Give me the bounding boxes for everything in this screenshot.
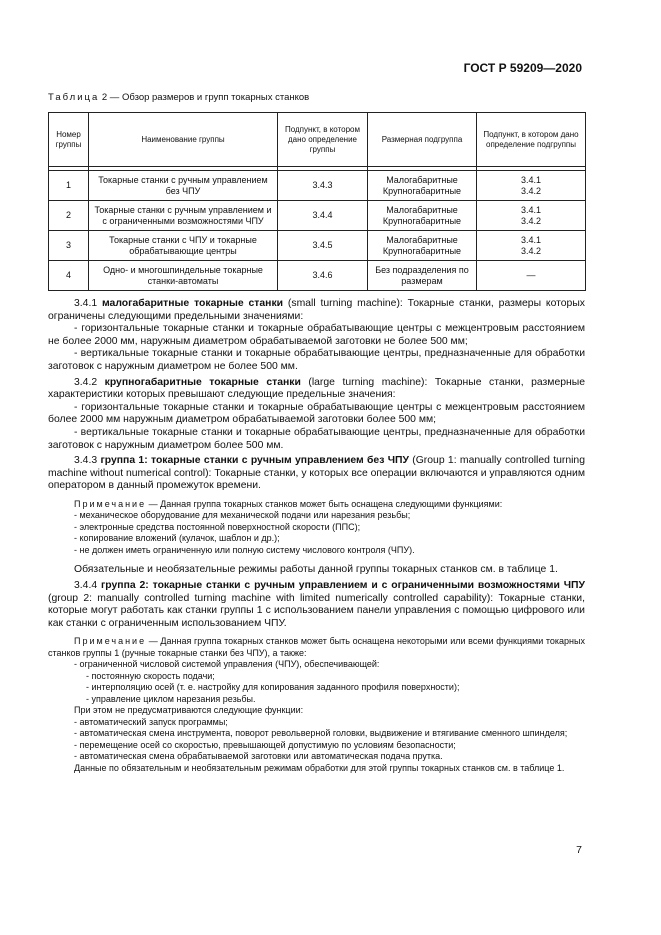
definition-text: (large turning machine): Токарные станки, размерные характеристики которых превышают следующие предельные значения: [48,376,585,401]
document-body [48,298,585,774]
clause-number: 3.4.2 [74,376,105,388]
list-item: - вертикальные токарные станки и токарные обрабатывающие центры, предназначенные для обработки заготовок с наружным диаметром более 500 мм. [48,426,585,451]
table-cell: 4 [49,261,89,291]
definition-3-4-2 [48,377,585,402]
list-item: - механическое оборудование для механической подачи или нарезания резьбы; [74,510,411,521]
table-row [49,201,586,231]
note-label: Примечание [74,636,147,647]
definition-3-4-3 [48,455,585,493]
list-item: - горизонтальные токарные станки и токарные обрабатывающие центры с межцентровым расстоянием не более 2000 мм, наружным диаметром обрабатываемой заготовки не более 500 мм; [48,323,585,347]
list-item: - перемещение осей со скоростью, превышающей допустимую по условиям безопасности; [74,739,456,750]
table-header-cell: Размерная подгруппа [368,113,477,167]
term: группа 1: токарные станки с ручным управлением без ЧПУ [100,455,409,467]
list-item: - автоматическая смена обрабатываемой заготовки или автоматическая подача прутка. [74,751,443,762]
table-caption-label: Таблица [48,92,100,103]
table-cell: Токарные станки с ручным управлением без ЧПУ [89,171,278,201]
note-label: Примечание [74,498,147,509]
table-cell: 3.4.1 3.4.2 [477,171,586,201]
list-item: - автоматический запуск программы; [74,716,228,727]
table-header-cell: Подпункт, в котором дано определение подгруппы [477,113,586,167]
table-cell: — [477,261,586,291]
note-intro [48,499,585,511]
table-cell: 3.4.1 3.4.2 [477,231,586,261]
table-cell: Токарные станки с ЧПУ и токарные обрабатывающие центры [89,231,278,261]
table-header-cell: Номер группы [49,113,89,167]
table-header-cell: Наименование группы [89,113,278,167]
table-cell: 3 [49,231,89,261]
definition-text: (Group 1: manually controlled turning machine without numerical control): Токарные станки, у которых все операции включаются и управляются одним оператором в данный промежуток времени. [48,455,585,492]
definition-text: (small turning machine): Токарные станки, размеры которых ограничены следующими предельными значениями: [48,298,585,322]
table-cell: Малогабаритные Крупногабаритные [368,201,477,231]
list-item: - копирование вложений (кулачок, шаблон и др.); [74,533,280,544]
table-cell: Малогабаритные Крупногабаритные [368,231,477,261]
list-item: - не должен иметь ограниченную или полную систему числового контроля (ЧПУ). [74,544,415,555]
list-item: - автоматическая смена инструмента, поворот револьверной головки, выдвижение и втягивание сменного шпинделя; [74,728,568,739]
note-text: — Данная группа токарных станков может быть оснащена некоторыми или всеми функциями токарных станков группы 1 (ручные токарные станки без ЧПУ), а также: [48,636,585,658]
definition-3-4-4 [48,580,585,630]
table-cell: Токарные станки с ручным управлением и с ограниченными возможностями ЧПУ [89,201,278,231]
table-cell: Одно- и многошпиндельные токарные станки-автоматы [89,261,278,291]
table-header-cell: Подпункт, в котором дано определение группы [278,113,368,167]
table-row [49,231,586,261]
table-caption-text: 2 — Обзор размеров и групп токарных станков [99,92,310,103]
table-cell: 3.4.5 [278,231,368,261]
note-intro [48,636,585,659]
table-cell: 3.4.1 3.4.2 [477,201,586,231]
term: крупногабаритные токарные станки [104,376,301,388]
sizes-groups-table [48,112,586,291]
sub-list-item: - интерполяцию осей (т. е. настройку для копирования заданного профиля поверхности); [86,682,460,693]
table-cell: 1 [49,171,89,201]
list-item: - вертикальные токарные станки и токарные обрабатывающие центры, предназначенные для обработки заготовок с наружным диаметром не более 500 мм. [48,348,585,372]
table-cell: 3.4.4 [278,201,368,231]
note-group-1 [48,499,585,557]
table-row [49,261,586,291]
modes-paragraph: Обязательные и необязательные режимы работы данной группы токарных станков см. в таблице 1. [74,564,558,576]
note-text: При этом не предусматриваются следующие функции: [74,705,304,716]
table-row [49,171,586,201]
table-caption [48,92,309,103]
clause-number: 3.4.4 [74,580,101,591]
note-group-2 [48,636,585,774]
table-cell: Малогабаритные Крупногабаритные [368,171,477,201]
clause-number: 3.4.1 [74,298,102,309]
note-text: — Данная группа токарных станков может быть оснащена следующими функциями: [146,498,503,509]
sub-list-item: - постоянную скорость подачи; [86,670,215,681]
note-final: Данные по обязательным и необязательным режимам обработки для этой группы токарных станков см. в таблице 1. [74,762,565,773]
list-item: - горизонтальные токарные станки и токарные обрабатывающие центры с межцентровым расстоянием более 2000 мм наружным диаметром обрабатываемой заготовки более 500 мм; [48,401,585,426]
table-cell: 2 [49,201,89,231]
clause-number: 3.4.3 [74,455,101,467]
document-standard-header: ГОСТ Р 59209—2020 [463,61,582,75]
table-cell: Без подразделения по размерам [368,261,477,291]
term: группа 2: токарные станки с ручным управлением и с ограниченными возможностями ЧПУ [100,580,585,591]
table-cell: 3.4.3 [278,171,368,201]
page-number: 7 [576,844,582,856]
term: малогабаритные токарные станки [102,298,284,309]
list-item: - электронные средства постоянной поверхностной скорости (ППС); [74,521,361,532]
list-item: - ограниченной числовой системой управления (ЧПУ), обеспечивающей: [74,659,380,670]
definition-3-4-1 [48,298,585,323]
table-cell: 3.4.6 [278,261,368,291]
sub-list-item: - управление циклом нарезания резьбы. [86,693,256,704]
definition-text: (group 2: manually controlled turning machine with limited numerically controlled capability): Токарные станки, которые могут работать как станки группы 1 с использованием панели управления с помощью цифрового или как станки с ограниченным использованием ЧПУ. [48,592,585,629]
